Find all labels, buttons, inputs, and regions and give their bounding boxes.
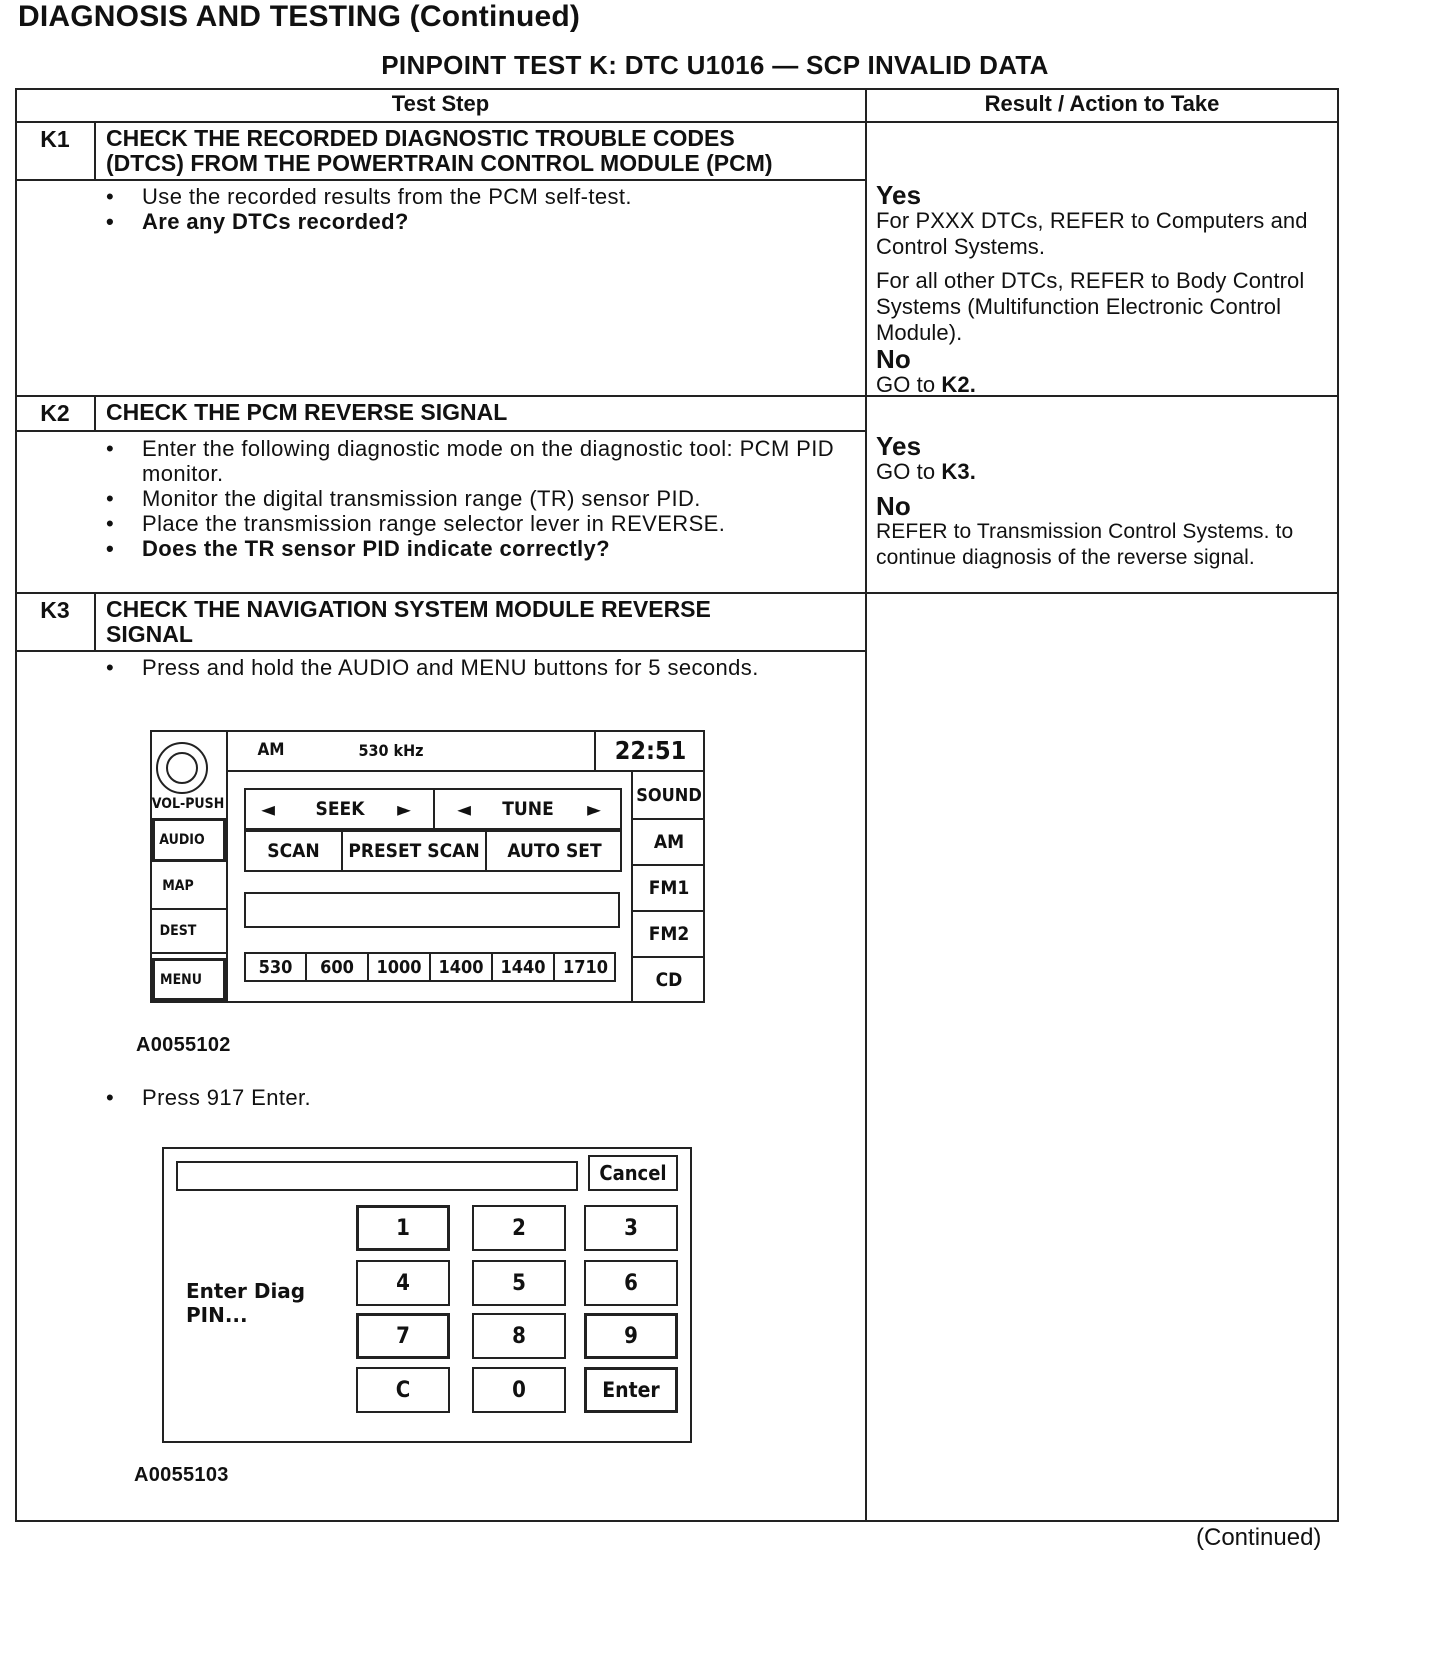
no-label: No bbox=[876, 344, 911, 374]
fm1-button[interactable]: FM1 bbox=[648, 877, 690, 899]
auto-set-button[interactable]: AUTO SET bbox=[507, 840, 602, 862]
tune-left-arrow-icon[interactable]: ◄ bbox=[457, 797, 471, 821]
list-item: • Use the recorded results from the PCM self-test. bbox=[106, 184, 846, 209]
pinpoint-test-title: PINPOINT TEST K: DTC U1016 — SCP INVALID DATA bbox=[381, 50, 1049, 80]
step-title-k2: CHECK THE PCM REVERSE SIGNAL bbox=[106, 399, 508, 425]
list-item: • Does the TR sensor PID indicate correctly? bbox=[106, 536, 846, 561]
seek-left-arrow-icon[interactable]: ◄ bbox=[261, 797, 275, 821]
list-item: • Press and hold the AUDIO and MENU buttons for 5 seconds. bbox=[106, 655, 846, 680]
radio-display-figure bbox=[150, 730, 705, 1003]
keypad-key-label: 1 bbox=[396, 1215, 410, 1241]
preset-scan-button[interactable]: PRESET SCAN bbox=[348, 840, 480, 862]
page-header: DIAGNOSIS AND TESTING (Continued) bbox=[18, 0, 581, 33]
am-button[interactable]: AM bbox=[653, 831, 685, 853]
continued-footer: (Continued) bbox=[1196, 1524, 1322, 1551]
list-item: • Monitor the digital transmission range (TR) sensor PID. bbox=[106, 486, 846, 511]
pin-input-field[interactable] bbox=[176, 1161, 578, 1191]
seek-right-arrow-icon[interactable]: ► bbox=[397, 797, 411, 821]
keypad-key-label: 8 bbox=[512, 1323, 526, 1349]
sound-button[interactable]: SOUND bbox=[636, 784, 702, 806]
step-bullets-k1 bbox=[106, 184, 846, 234]
audio-button-label: AUDIO bbox=[159, 832, 205, 848]
keypad-key-label: C bbox=[395, 1377, 411, 1403]
go-to-k2-link[interactable]: K2. bbox=[941, 372, 976, 397]
yes-label: Yes bbox=[876, 180, 922, 210]
result-k2: Yes GO to K3. No REFER to Transmission Control Systems. to continue diagnosis of the reverse signal. bbox=[876, 433, 1334, 571]
column-header-test-step: Test Step bbox=[391, 91, 490, 116]
result-k1: Yes For PXXX DTCs, REFER to Computers and Control Systems. For all other DTCs, REFER to Body Control Systems (Multifunction Electronic Control Module). No GO to K2. bbox=[876, 182, 1316, 398]
list-item: • Enter the following diagnostic mode on the diagnostic tool: PCM PID monitor. bbox=[106, 436, 846, 486]
list-item: • Place the transmission range selector lever in REVERSE. bbox=[106, 511, 846, 536]
figure-id-radio: A0055102 bbox=[136, 1034, 231, 1056]
cancel-button-label: Cancel bbox=[599, 1161, 667, 1185]
yes-label: Yes bbox=[876, 431, 922, 461]
preset-button[interactable]: 1710 bbox=[562, 956, 609, 978]
preset-button[interactable]: 530 bbox=[258, 956, 293, 978]
scan-button[interactable]: SCAN bbox=[267, 840, 320, 862]
step-bullets-k2 bbox=[106, 436, 846, 561]
step-id-k1: K1 bbox=[40, 126, 70, 152]
list-item: • Press 917 Enter. bbox=[106, 1085, 846, 1110]
map-button[interactable]: MAP bbox=[162, 878, 194, 894]
station-text-field bbox=[244, 892, 620, 928]
step-id-k3: K3 bbox=[40, 597, 70, 623]
keypad-key-label: 6 bbox=[624, 1270, 638, 1296]
keypad-key-label: 0 bbox=[512, 1377, 526, 1403]
keypad-key-label: 4 bbox=[396, 1270, 410, 1296]
preset-button[interactable]: 1400 bbox=[438, 956, 484, 978]
column-header-result: Result / Action to Take bbox=[984, 91, 1220, 116]
keypad-key-label: 9 bbox=[624, 1323, 638, 1349]
tune-label: TUNE bbox=[502, 798, 554, 820]
fm2-button[interactable]: FM2 bbox=[648, 923, 690, 945]
preset-button[interactable]: 1000 bbox=[376, 956, 422, 978]
step-title-k1: CHECK THE RECORDED DIAGNOSTIC TROUBLE CODES (DTCS) FROM THE POWERTRAIN CONTROL MODULE (PCM) bbox=[106, 125, 773, 176]
vol-push-label: VOL-PUSH bbox=[151, 796, 225, 812]
go-to-k3-link[interactable]: K3. bbox=[941, 459, 976, 484]
band-indicator: AM bbox=[257, 740, 285, 760]
volume-knob[interactable] bbox=[156, 742, 208, 794]
preset-button[interactable]: 600 bbox=[320, 956, 354, 978]
step-id-k2: K2 bbox=[40, 400, 70, 426]
clock-readout: 22:51 bbox=[614, 735, 687, 765]
keypad-figure bbox=[162, 1147, 692, 1443]
keypad-key-label: 2 bbox=[512, 1215, 526, 1241]
cd-button[interactable]: CD bbox=[655, 969, 683, 991]
enter-diag-pin-prompt: Enter Diag PIN... bbox=[186, 1279, 306, 1327]
no-label: No bbox=[876, 491, 911, 521]
keypad-key-label: 5 bbox=[512, 1270, 526, 1296]
keypad-key-label: 3 bbox=[624, 1215, 638, 1241]
seek-label: SEEK bbox=[315, 798, 365, 820]
keypad-key-label: 7 bbox=[396, 1323, 410, 1349]
menu-button-label: MENU bbox=[160, 971, 202, 988]
keypad-key-label: Enter bbox=[602, 1378, 660, 1402]
step-title-k3: CHECK THE NAVIGATION SYSTEM MODULE REVERSE SIGNAL bbox=[106, 596, 711, 647]
list-item: • Are any DTCs recorded? bbox=[106, 209, 846, 234]
tune-right-arrow-icon[interactable]: ► bbox=[587, 797, 601, 821]
figure-id-keypad: A0055103 bbox=[134, 1464, 229, 1486]
frequency-readout: 530 kHz bbox=[358, 740, 424, 760]
dest-button[interactable]: DEST bbox=[159, 923, 197, 939]
preset-button[interactable]: 1440 bbox=[500, 956, 546, 978]
step-bullets-k3-b bbox=[106, 1085, 846, 1110]
step-bullets-k3-a bbox=[106, 655, 846, 680]
